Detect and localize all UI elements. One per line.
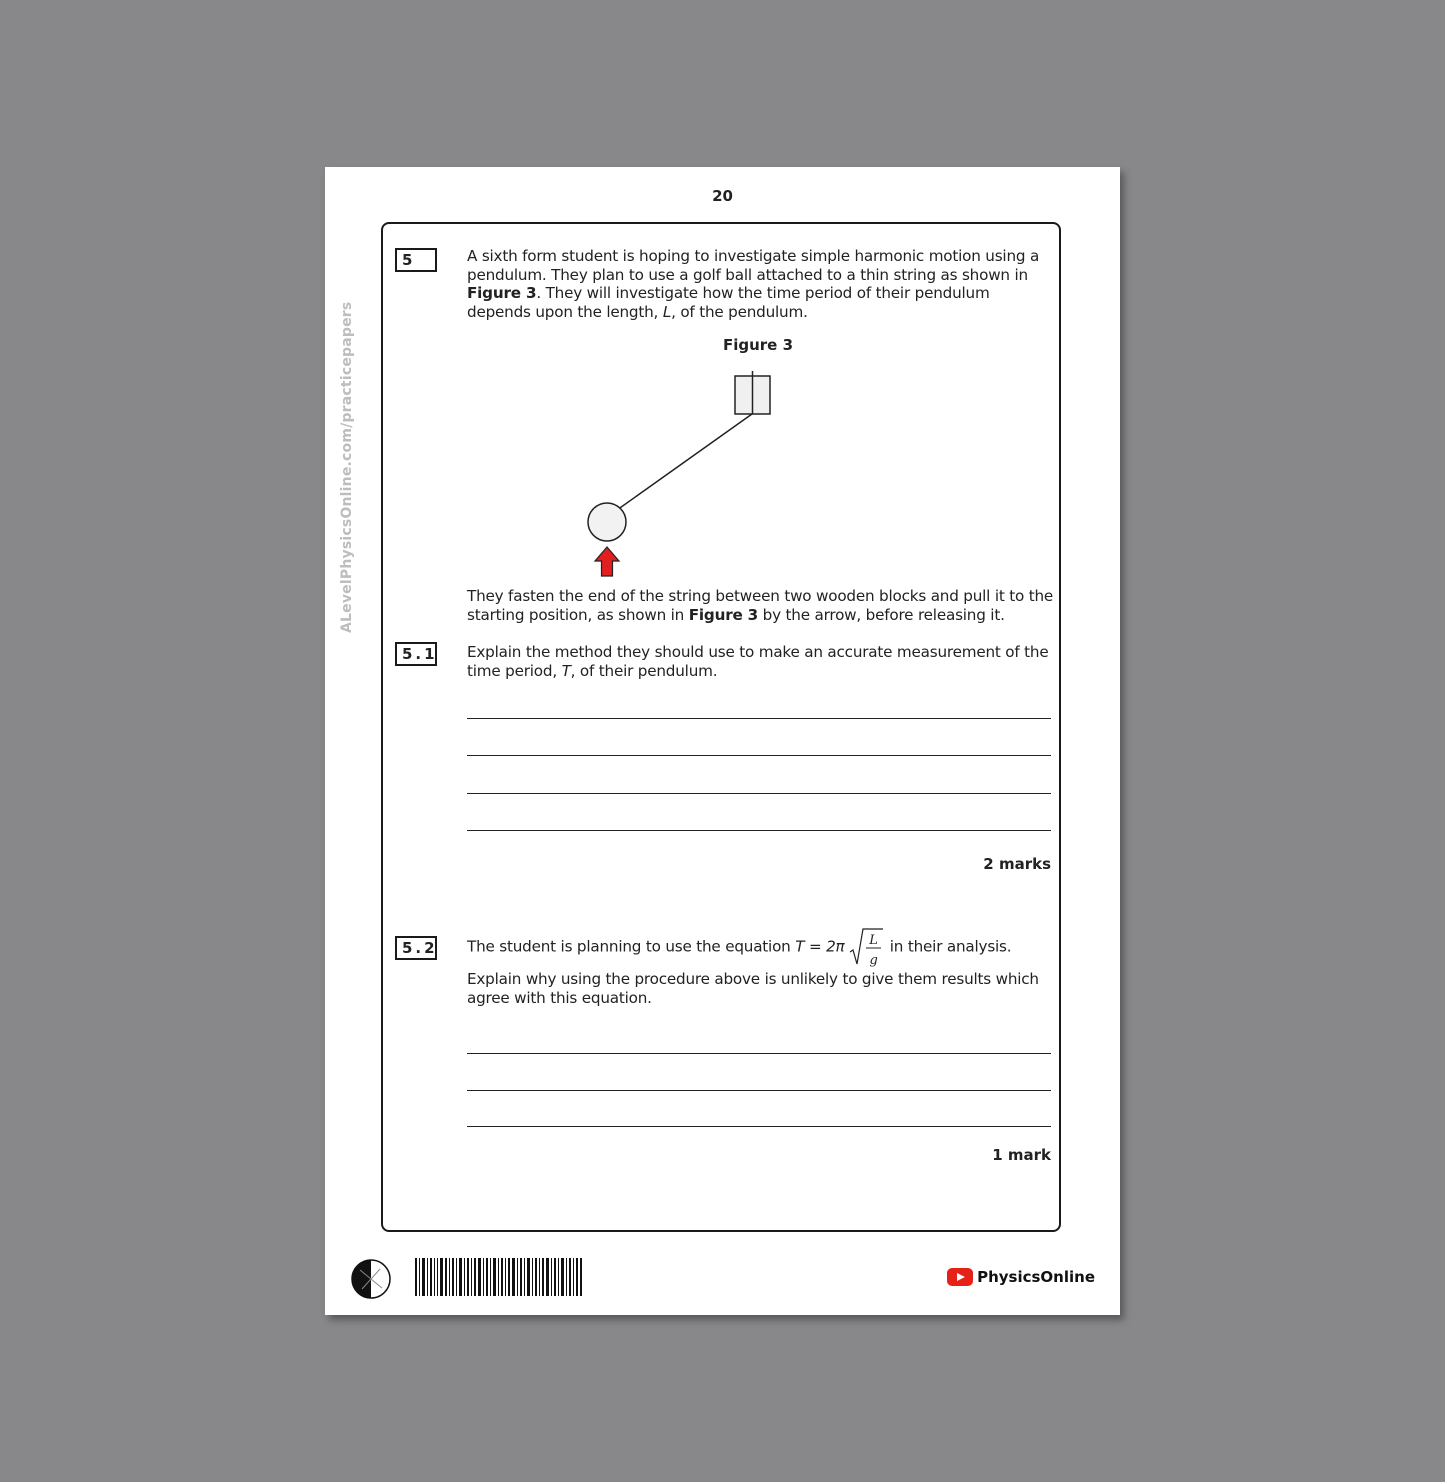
answer-line[interactable] bbox=[467, 1126, 1051, 1127]
page-number: 20 bbox=[712, 187, 733, 205]
question-number-box: 5 bbox=[395, 248, 437, 272]
pendulum-string bbox=[617, 414, 752, 510]
after-text-1: They fasten the end of the string between two wooden blocks and pull it to the starting position, as shown in bbox=[467, 587, 1054, 624]
q52-marks: 1 mark bbox=[992, 1146, 1051, 1164]
arrow-up-icon bbox=[595, 547, 619, 576]
barcode-icon bbox=[415, 1258, 585, 1300]
question-5-2-box: 5.2 bbox=[395, 936, 437, 960]
answer-line[interactable] bbox=[467, 793, 1051, 794]
eq-numerator: L bbox=[869, 933, 878, 948]
sqrt-fraction bbox=[849, 926, 885, 968]
brand-name: PhysicsOnline bbox=[977, 1268, 1095, 1286]
golf-ball-icon bbox=[588, 503, 626, 541]
circle-logo-icon bbox=[350, 1258, 392, 1300]
physicsonline-brand[interactable] bbox=[947, 1268, 1095, 1286]
answer-line[interactable] bbox=[467, 1053, 1051, 1054]
after-figure-ref: Figure 3 bbox=[688, 605, 759, 624]
question-5-2-text bbox=[467, 926, 1057, 1007]
q51-marks: 2 marks bbox=[983, 855, 1051, 873]
q52-explain: Explain why using the procedure above is unlikely to give them results which agree with this equation. bbox=[467, 970, 1039, 1007]
after-figure-text bbox=[467, 587, 1057, 624]
intro-figure-ref: Figure 3 bbox=[467, 284, 537, 302]
youtube-icon bbox=[947, 1268, 973, 1286]
answer-line[interactable] bbox=[467, 1090, 1051, 1091]
q51-text-1: Explain the method they should use to make an accurate measurement of the time period, bbox=[467, 643, 1049, 680]
q52-text-1: The student is planning to use the equation bbox=[467, 937, 796, 956]
question-5-1-text bbox=[467, 643, 1057, 680]
exam-page bbox=[325, 167, 1120, 1315]
intro-text-1: A sixth form student is hoping to investigate simple harmonic motion using a pendulum. They plan to use a golf ball attached to a thin string as shown in bbox=[467, 247, 1040, 284]
answer-line[interactable] bbox=[467, 830, 1051, 831]
q52-text-2: in their analysis. bbox=[889, 937, 1012, 956]
eq-lhs: T bbox=[795, 937, 805, 956]
question-intro bbox=[467, 247, 1057, 321]
figure-title: Figure 3 bbox=[722, 336, 794, 354]
answer-line[interactable] bbox=[467, 718, 1051, 719]
after-text-2: by the arrow, before releasing it. bbox=[758, 605, 1005, 624]
answer-line[interactable] bbox=[467, 755, 1051, 756]
eq-denominator: g bbox=[869, 953, 878, 968]
intro-text-2: . They will investigate how the time period of their pendulum depends upon the length, bbox=[467, 284, 990, 321]
question-frame bbox=[381, 222, 1061, 1232]
intro-text-3: , of the pendulum. bbox=[671, 302, 808, 321]
intro-var-l: L bbox=[662, 302, 672, 321]
q51-var-t: T bbox=[561, 661, 571, 680]
pendulum-figure bbox=[573, 369, 803, 584]
q51-text-2: , of their pendulum. bbox=[570, 661, 718, 680]
side-url: ALevelPhysicsOnline.com/practicepapers bbox=[339, 301, 355, 633]
eq-equals: = 2π bbox=[804, 937, 845, 956]
question-5-1-box: 5.1 bbox=[395, 642, 437, 666]
